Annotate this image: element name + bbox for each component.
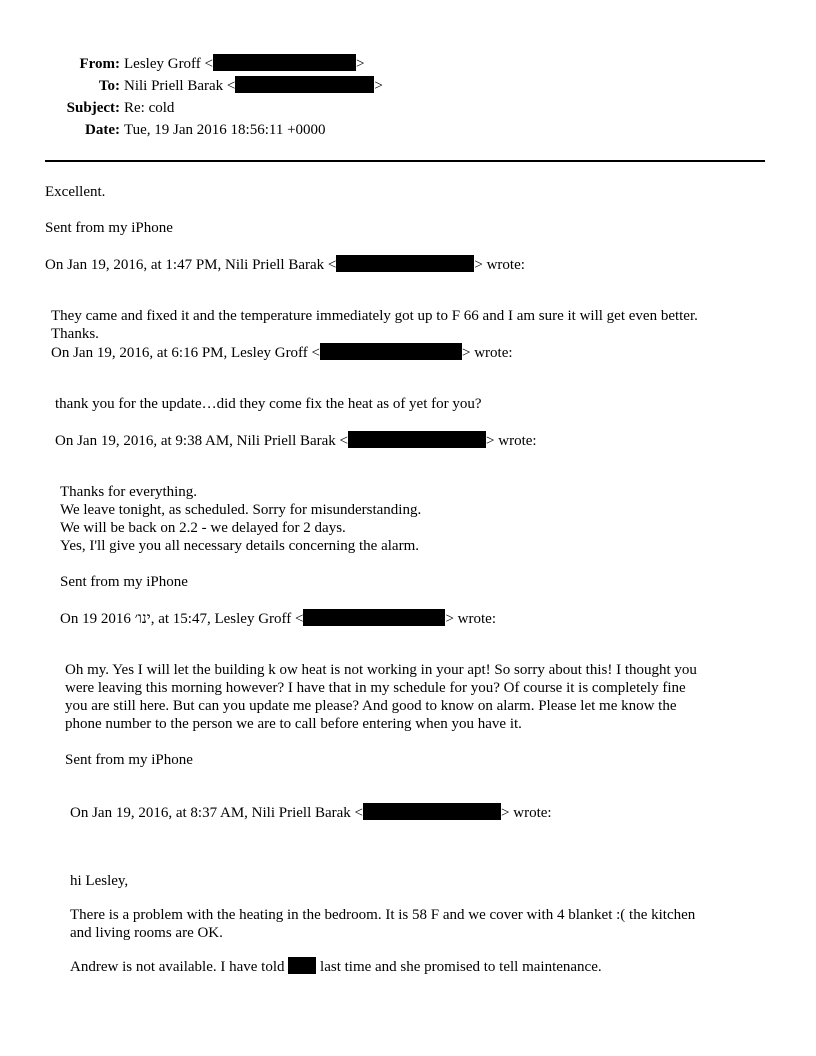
message-line: were leaving this morning however? I have that in my schedule for you? Of course it is completely fine [65,680,686,696]
redaction-box [348,431,486,448]
quote-header-tail: > wrote: [445,611,496,627]
quote-header-tail: > wrote: [501,805,552,821]
quote-header [45,255,525,274]
quote-header-tail: > wrote: [462,345,513,361]
quote-header-tail: > wrote: [486,433,537,449]
header-divider [45,160,765,162]
quote-header [70,803,552,822]
message-paragraph [51,307,698,343]
date-row [0,119,383,141]
from-row [0,53,383,75]
redaction-box [363,803,501,820]
message-greeting: hi Lesley, [70,873,129,889]
message-line: thank you for the update…did they come fix the heat as of yet for you? [55,396,482,412]
message-line: There is a problem with the heating in the bedroom. It is 58 F and we cover with 4 blanket :( the kitchen [70,907,696,923]
quote-header [51,343,513,362]
message-line: Oh my. Yes I will let the building k ow heat is not working in your apt! So sorry about this! I thought you [65,662,697,678]
quote-header-text: On Jan 19, 2016, at 8:37 AM, Nili Priell Barak < [70,805,364,821]
quote-header-tail: > wrote: [474,257,525,273]
quote-header-text: On Jan 19, 2016, at 6:16 PM, Lesley Groff < [51,345,320,361]
date-label: Date: [85,122,120,138]
message-paragraph [70,906,695,942]
redaction-box [336,255,474,272]
message-line: They came and fixed it and the temperature immediately got up to F 66 and I am sure it will get even better. [51,308,698,324]
message-line [70,957,602,976]
quote-header-text: On Jan 19, 2016, at 9:38 AM, Nili Priell Barak < [55,433,349,449]
sent-from-iphone: Sent from my iPhone [60,574,188,590]
message-paragraph [65,661,697,733]
message-line: Yes, I'll give you all necessary details concerning the alarm. [60,538,419,554]
from-name: Lesley Groff < [124,56,213,72]
message-line-text: Andrew is not available. I have told [70,959,285,975]
from-label: From: [79,56,120,72]
reply-text: Excellent. [45,184,106,200]
subject-value: Re: cold [124,100,175,116]
redaction-box [320,343,462,360]
message-line: phone number to the person we are to call before entering when you have it. [65,716,522,732]
to-close: > [374,78,383,94]
quote-header-text: On 19 2016 ינו׳, at 15:47, Lesley Groff < [60,611,304,627]
email-header [0,53,383,141]
to-row [0,75,383,97]
message-line: Thanks for everything. [60,484,198,500]
quote-header [60,609,496,628]
to-label: To: [98,78,120,94]
message-line: We will be back on 2.2 - we delayed for 2 days. [60,520,346,536]
quote-header-text: On Jan 19, 2016, at 1:47 PM, Nili Priell Barak < [45,257,337,273]
message-line: Thanks. [51,326,99,342]
subject-row [0,97,383,119]
message-paragraph [60,483,421,555]
redaction-box [303,609,445,626]
redaction-box [235,76,374,93]
message-line: you are still here. But can you update me please? And good to know on alarm. Please let me know the [65,698,677,714]
to-name: Nili Priell Barak < [124,78,236,94]
sent-from-iphone: Sent from my iPhone [45,220,173,236]
message-line: and living rooms are OK. [70,925,223,941]
from-value [124,53,364,75]
message-line: We leave tonight, as scheduled. Sorry for misunderstanding. [60,502,422,518]
date-value: Tue, 19 Jan 2016 18:56:11 +0000 [124,122,326,138]
from-close: > [356,56,365,72]
quote-header [55,431,537,450]
to-value [124,75,383,97]
subject-label: Subject: [66,100,120,116]
message-line-tail: last time and she promised to tell maintenance. [320,959,602,975]
redaction-box [288,957,316,974]
sent-from-iphone: Sent from my iPhone [65,752,193,768]
redaction-box [213,54,356,71]
